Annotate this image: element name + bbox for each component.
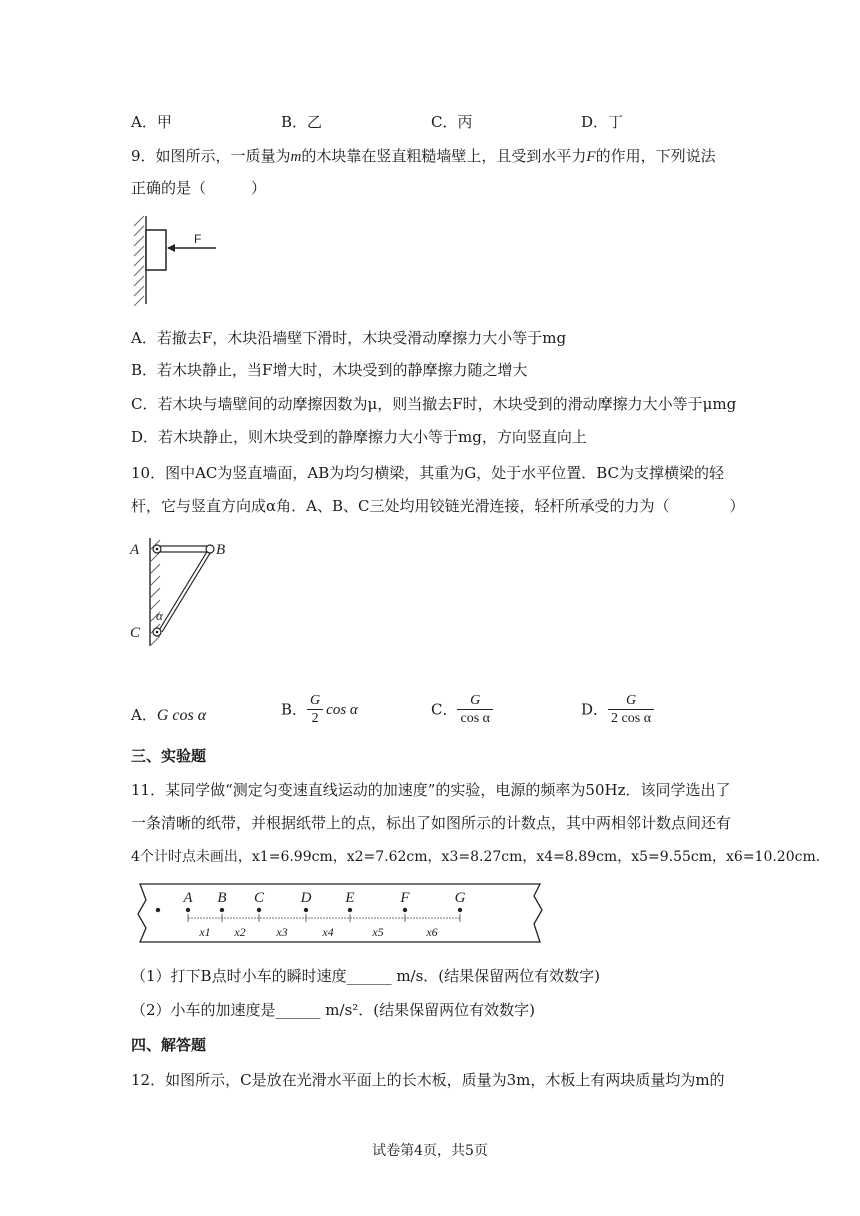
q9-option-a: A．若撤去F，木块沿墙壁下滑时，木块受滑动摩擦力大小等于mg <box>131 329 567 347</box>
page-footer: 试卷第4页，共5页 <box>372 1143 488 1159</box>
q11-line1: 11．某同学做“测定匀变速直线运动的加速度”的实验，电源的频率为50Hz．该同学选出了 <box>131 781 731 799</box>
tape-point-e: E <box>345 890 355 906</box>
q11-line3: 4个计时点未画出，x1=6.99cm，x2=7.62cm，x3=8.27cm，x4=8.89cm，x5=9.55cm，x6=10.20cm． <box>131 849 830 865</box>
q10-option-d: D． $\frac{G}{\text{2 cos α}}$ <box>581 692 654 727</box>
tape-point-c: C <box>253 890 265 906</box>
tape-point-d: D <box>300 890 312 906</box>
svg-text:A: A <box>130 542 140 558</box>
q8-option-a: A．甲 <box>131 113 172 131</box>
tape-seg-x5: x5 <box>372 925 384 939</box>
q11-paper-tape-figure <box>130 880 550 946</box>
tape-seg-x6: x6 <box>426 925 438 939</box>
section-heading-experiment: 三、实验题 <box>131 747 207 765</box>
q11-line2: 一条清晰的纸带，并根据纸带上的点，标出了如图所示的计数点，其中两相邻计数点间还有 <box>131 814 732 832</box>
q10-stem-line2: 杆，它与竖直方向成α角．A、B、C三处均用铰链光滑连接，轻杆所承受的力为（ ） <box>131 497 745 515</box>
tape-seg-x2: x2 <box>234 925 246 939</box>
q10-option-a: A．G cos α <box>131 706 207 724</box>
tape-seg-x1: x1 <box>199 925 211 939</box>
tape-point-g: G <box>454 890 466 906</box>
q9-option-c: C．若木块与墙壁间的动摩擦因数为μ，则当撤去F时，木块受到的滑动摩擦力大小等于μmg <box>131 395 737 413</box>
q8-option-b: B．乙 <box>281 113 323 131</box>
q8-option-c: C．丙 <box>431 113 473 131</box>
q10-beam-figure <box>124 536 234 648</box>
q9-stem-line2: 正确的是（ ） <box>131 179 267 197</box>
q10-option-b: B． $\frac{G}{2}$ cos α <box>281 693 358 726</box>
q8-option-d: D．丁 <box>581 113 624 131</box>
section-heading-solution: 四、解答题 <box>131 1036 207 1054</box>
q10-option-c: C． $\frac{G}{\text{cos α}}$ <box>431 692 493 727</box>
q11-sub1: （1）打下B点时小车的瞬时速度______ m/s．(结果保留两位有效数字) <box>131 967 601 985</box>
svg-text:C: C <box>130 625 141 641</box>
q9-option-b: B．若木块静止，当F增大时，木块受到的静摩擦力随之增大 <box>131 361 528 379</box>
q9-wall-block-figure <box>124 214 224 306</box>
tape-point-f: F <box>400 890 410 906</box>
q9-stem-line1: 9．如图所示，一质量为m的木块靠在竖直粗糙墙壁上，且受到水平力F的作用，下列说法 <box>131 147 716 165</box>
q9-option-d: D．若木块静止，则木块受到的静摩擦力大小等于mg，方向竖直向上 <box>131 428 587 446</box>
tape-point-a: A <box>183 890 193 906</box>
svg-text:α: α <box>156 608 163 623</box>
q12-line1: 12．如图所示，C是放在光滑水平面上的长木板，质量为3m，木板上有两块质量均为m的 <box>131 1071 725 1089</box>
svg-text:B: B <box>216 542 226 558</box>
q11-sub2: （2）小车的加速度是______ m/s²．(结果保留两位有效数字) <box>131 1001 536 1019</box>
tape-point-b: B <box>217 890 227 906</box>
svg-text:F: F <box>194 232 202 246</box>
tape-seg-x3: x3 <box>276 925 288 939</box>
q10-stem-line1: 10．图中AC为竖直墙面，AB为均匀横梁，其重为G，处于水平位置．BC为支撑横梁的轻 <box>131 464 725 482</box>
tape-seg-x4: x4 <box>322 925 334 939</box>
